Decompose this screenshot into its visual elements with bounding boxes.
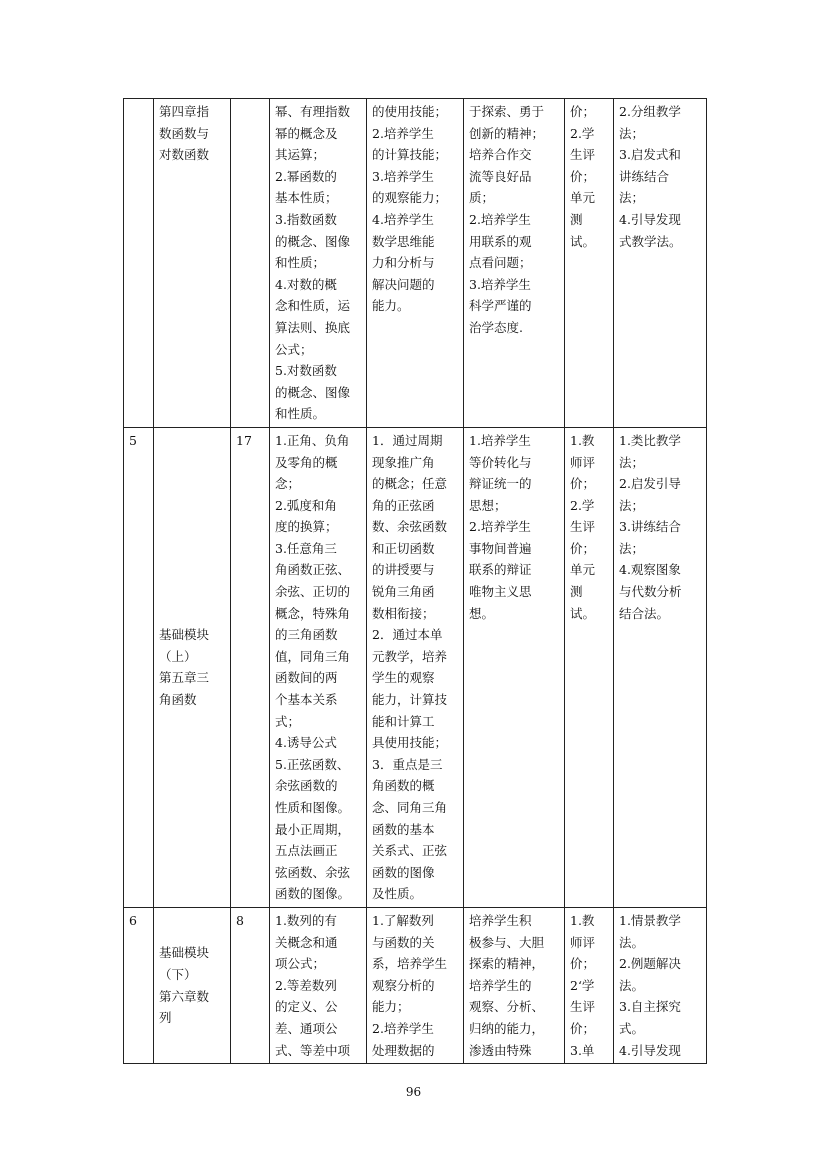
- cell-line: 角函数的概: [372, 778, 435, 794]
- cell-line: 1.教: [570, 432, 595, 448]
- cell-line: 数学思维能: [372, 233, 435, 249]
- cell-line: 2.等差数列: [275, 977, 337, 993]
- assessment-cell: [565, 427, 614, 907]
- table-row: [124, 907, 707, 1063]
- assessment-cell: [565, 907, 614, 1063]
- cell-line: 系，培养学生: [372, 956, 448, 972]
- quality-goal-cell: [464, 907, 565, 1063]
- cell-line: 个基本关系: [275, 692, 338, 708]
- cell-line: 2.培养学生: [469, 519, 531, 535]
- cell-line: 角函数正弦、: [275, 562, 351, 578]
- cell-line: 的定义、公: [275, 999, 338, 1015]
- ability-goal-cell: [367, 99, 464, 428]
- row-index-cell: [124, 99, 154, 428]
- cell-line: 2‘学: [570, 977, 595, 993]
- ability-goal-cell: [367, 907, 464, 1063]
- cell-line: 公式；: [275, 341, 313, 357]
- cell-line: 算法则、换底: [275, 319, 351, 335]
- cell-line: 创新的精神；: [469, 125, 545, 141]
- row-index-cell: 6: [124, 907, 154, 1063]
- cell-line: 事物间普遍: [469, 540, 532, 556]
- cell-line: 3.培养学生: [372, 168, 434, 184]
- cell-line: 函数的基本: [372, 821, 435, 837]
- cell-line: 具使用技能；: [372, 735, 448, 751]
- cell-line: 试。: [570, 605, 596, 621]
- cell-line: 唯物主义思: [469, 584, 532, 600]
- cell-line: 等价转化与: [469, 454, 532, 470]
- cell-line: 解决问题的: [372, 276, 435, 292]
- cell-line: 1．通过周期: [372, 432, 443, 448]
- cell-line: 和性质。: [275, 406, 326, 422]
- cell-line: 4.培养学生: [372, 211, 434, 227]
- cell-line: 测: [570, 211, 583, 227]
- cell-line: 念、同角三角: [372, 800, 448, 815]
- cell-line: 思想；: [469, 497, 507, 513]
- cell-line: 价；: [570, 476, 596, 492]
- content-cell: [270, 99, 367, 428]
- cell-line: 性质和图像。: [275, 800, 351, 815]
- cell-line: 弦函数、余弦: [275, 864, 351, 880]
- table-row: [124, 99, 707, 428]
- cell-line: 价；: [570, 540, 596, 556]
- cell-line: 其运算；: [275, 147, 326, 163]
- cell-line: 1.正角、负角: [275, 432, 350, 448]
- cell-line: 的计算技能；: [372, 147, 448, 163]
- cell-line: 5.对数函数: [275, 363, 337, 379]
- cell-line: 想。: [469, 605, 495, 621]
- cell-line: 能力；: [372, 999, 410, 1015]
- cell-line: 3.培养学生: [469, 276, 531, 292]
- cell-line: 处理数据的: [372, 1042, 435, 1058]
- cell-line: 学生的观察: [372, 670, 435, 686]
- cell-line: 余弦函数的: [275, 778, 338, 794]
- cell-line: 函数间的两: [275, 670, 338, 686]
- cell-line: 价；: [570, 1020, 596, 1036]
- cell-line: 基础模块: [159, 627, 210, 643]
- cell-line: 的讲授要与: [372, 562, 435, 578]
- cell-line: 生评: [570, 999, 596, 1015]
- cell-line: 1.类比教学: [619, 432, 681, 448]
- cell-line: 角函数: [159, 692, 197, 708]
- cell-line: 2.分组教学: [619, 104, 681, 119]
- cell-line: 科学严谨的: [469, 298, 532, 314]
- cell-line: 关概念和通: [275, 934, 338, 950]
- cell-line: 值，同角三角: [275, 648, 351, 664]
- cell-line: 概念，特殊角: [275, 605, 351, 621]
- cell-line: 能和计算工: [372, 713, 435, 729]
- cell-line: 观察、分析、: [469, 999, 545, 1015]
- cell-line: 3.启发式和: [619, 147, 681, 163]
- cell-line: 单元: [570, 562, 596, 578]
- content-cell: [270, 427, 367, 907]
- cell-line: 生评: [570, 519, 596, 535]
- cell-line: 极参与、大胆: [469, 934, 545, 950]
- cell-line: 式、等差中项: [275, 1042, 351, 1058]
- cell-line: 结合法。: [619, 605, 670, 621]
- cell-line: 能力，计算技: [372, 692, 448, 708]
- teaching-method-cell: [614, 907, 707, 1063]
- cell-line: 及零角的概: [275, 454, 338, 470]
- cell-line: 培养学生积: [469, 912, 532, 928]
- cell-line: 点看问题；: [469, 255, 532, 271]
- cell-line: 第六章数: [159, 988, 210, 1004]
- cell-line: 生评: [570, 147, 596, 163]
- cell-line: 式；: [275, 713, 301, 729]
- quality-goal-cell: [464, 99, 565, 428]
- cell-line: 法；: [619, 125, 645, 141]
- cell-line: 培养学生的: [469, 977, 532, 993]
- quality-goal-cell: [464, 427, 565, 907]
- cell-line: 流等良好品: [469, 168, 532, 184]
- cell-line: 2.例题解决: [619, 956, 681, 972]
- cell-line: 与代数分析: [619, 584, 682, 600]
- cell-line: 2.培养学生: [372, 1020, 434, 1036]
- cell-line: 式教学法。: [619, 233, 682, 249]
- cell-line: 力和分析与: [372, 255, 435, 271]
- cell-line: 1.培养学生: [469, 432, 531, 448]
- cell-line: 观察分析的: [372, 977, 435, 993]
- chapter-name-cell: [154, 427, 231, 907]
- cell-line: 渗透由特殊: [469, 1042, 532, 1058]
- cell-line: 单元: [570, 190, 596, 206]
- cell-line: 3.任意角三: [275, 540, 337, 556]
- cell-line: 能力。: [372, 298, 410, 314]
- cell-line: 基本性质；: [275, 190, 338, 206]
- cell-line: 法；: [619, 454, 645, 470]
- cell-line: 和性质；: [275, 255, 326, 271]
- cell-line: 关系式、正弦: [372, 843, 448, 859]
- cell-line: （下）: [159, 966, 197, 982]
- cell-line: 元教学，培养: [372, 648, 448, 664]
- page-number: 96: [405, 1085, 422, 1099]
- cell-line: 师评: [570, 934, 596, 950]
- cell-line: 数相衔接；: [372, 605, 435, 621]
- cell-line: 函数的图像: [372, 864, 435, 880]
- hours-cell: [231, 99, 270, 428]
- cell-line: 的概念、图像: [275, 384, 351, 400]
- cell-line: 测: [570, 584, 583, 600]
- cell-line: 式。: [619, 1020, 645, 1036]
- cell-line: 用联系的观: [469, 233, 532, 249]
- cell-line: 基础模块: [159, 945, 210, 961]
- cell-line: 法。: [619, 977, 645, 993]
- syllabus-table: [123, 98, 707, 1064]
- cell-line: 探索的精神，: [469, 956, 545, 972]
- cell-line: 治学态度.: [469, 319, 523, 335]
- cell-line: 于探索、勇于: [469, 104, 545, 119]
- cell-line: 3.单: [570, 1042, 595, 1058]
- cell-line: 质；: [469, 190, 495, 206]
- cell-line: 价；: [570, 104, 596, 119]
- cell-line: 3.指数函数: [275, 211, 337, 227]
- cell-line: 4.诱导公式: [275, 735, 337, 751]
- cell-line: 试。: [570, 233, 596, 249]
- cell-line: 2.培养学生: [372, 125, 434, 141]
- cell-line: 3．重点是三: [372, 756, 443, 772]
- cell-line: 2.培养学生: [469, 211, 531, 227]
- ability-goal-cell: [367, 427, 464, 907]
- cell-line: 数函数与: [159, 125, 210, 141]
- cell-line: 4.引导发现: [619, 1042, 681, 1058]
- cell-line: 3.自主探究: [619, 999, 681, 1015]
- cell-line: 2.弧度和角: [275, 497, 337, 513]
- cell-line: （上）: [159, 648, 197, 664]
- cell-line: 2.学: [570, 497, 595, 513]
- cell-line: 的概念、图像: [275, 233, 351, 249]
- cell-line: 函数的图像。: [275, 886, 351, 902]
- hours-cell: 17: [231, 427, 270, 907]
- cell-line: 余弦、正切的: [275, 584, 351, 600]
- cell-line: 和正切函数: [372, 540, 435, 556]
- cell-line: 的概念；任意: [372, 476, 448, 492]
- teaching-method-cell: [614, 427, 707, 907]
- cell-line: 4.引导发现: [619, 211, 681, 227]
- cell-line: 价；: [570, 956, 596, 972]
- cell-line: 联系的辩证: [469, 562, 532, 578]
- cell-line: 4.观察图象: [619, 562, 681, 578]
- cell-line: 培养合作交: [469, 147, 532, 163]
- cell-line: 的使用技能；: [372, 104, 448, 119]
- cell-line: 幂的概念及: [275, 125, 338, 141]
- cell-line: 讲练结合: [619, 168, 670, 184]
- cell-line: 法；: [619, 540, 645, 556]
- cell-line: 1.数列的有: [275, 912, 337, 928]
- cell-line: 第五章三: [159, 670, 210, 686]
- cell-line: 对数函数: [159, 147, 210, 163]
- cell-line: 锐角三角函: [372, 584, 435, 600]
- cell-line: 辩证统一的: [469, 476, 532, 492]
- cell-line: 1.了解数列: [372, 912, 434, 928]
- cell-line: 念和性质，运: [275, 298, 351, 314]
- cell-line: 项公式；: [275, 956, 326, 972]
- table-row: [124, 427, 707, 907]
- cell-line: 3.讲练结合: [619, 519, 681, 535]
- cell-line: 差、通项公: [275, 1020, 338, 1036]
- cell-line: 角的正弦函: [372, 497, 435, 513]
- cell-line: 2．通过本单: [372, 627, 443, 643]
- cell-line: 法；: [619, 190, 645, 206]
- assessment-cell: [565, 99, 614, 428]
- cell-line: 最小正周期，: [275, 821, 351, 837]
- cell-line: 1.情景教学: [619, 912, 681, 928]
- cell-line: 归纳的能力，: [469, 1020, 545, 1036]
- chapter-name-cell: [154, 907, 231, 1063]
- cell-line: 2.学: [570, 125, 595, 141]
- teaching-method-cell: [614, 99, 707, 428]
- cell-line: 第四章指: [159, 104, 210, 119]
- cell-line: 法；: [619, 497, 645, 513]
- cell-line: 4.对数的概: [275, 276, 337, 292]
- cell-line: 五点法画正: [275, 843, 338, 859]
- chapter-name-cell: [154, 99, 231, 428]
- cell-line: 现象推广角: [372, 454, 435, 470]
- cell-line: 2.幂函数的: [275, 168, 337, 184]
- cell-line: 及性质。: [372, 886, 423, 902]
- cell-line: 与函数的关: [372, 934, 435, 950]
- cell-line: 5.正弦函数、: [275, 756, 350, 772]
- hours-cell: 8: [231, 907, 270, 1063]
- cell-line: 的三角函数: [275, 627, 338, 643]
- cell-line: 2.启发引导: [619, 476, 681, 492]
- cell-line: 1.教: [570, 912, 595, 928]
- cell-line: 度的换算；: [275, 519, 338, 535]
- cell-line: 法。: [619, 934, 645, 950]
- cell-line: 列: [159, 1010, 172, 1026]
- cell-line: 数、余弦函数: [372, 519, 448, 535]
- content-cell: [270, 907, 367, 1063]
- row-index-cell: 5: [124, 427, 154, 907]
- cell-line: 师评: [570, 454, 596, 470]
- cell-line: 的观察能力；: [372, 190, 448, 206]
- cell-line: 幂、有理指数: [275, 104, 351, 119]
- cell-line: 价；: [570, 168, 596, 184]
- cell-line: 念；: [275, 476, 301, 492]
